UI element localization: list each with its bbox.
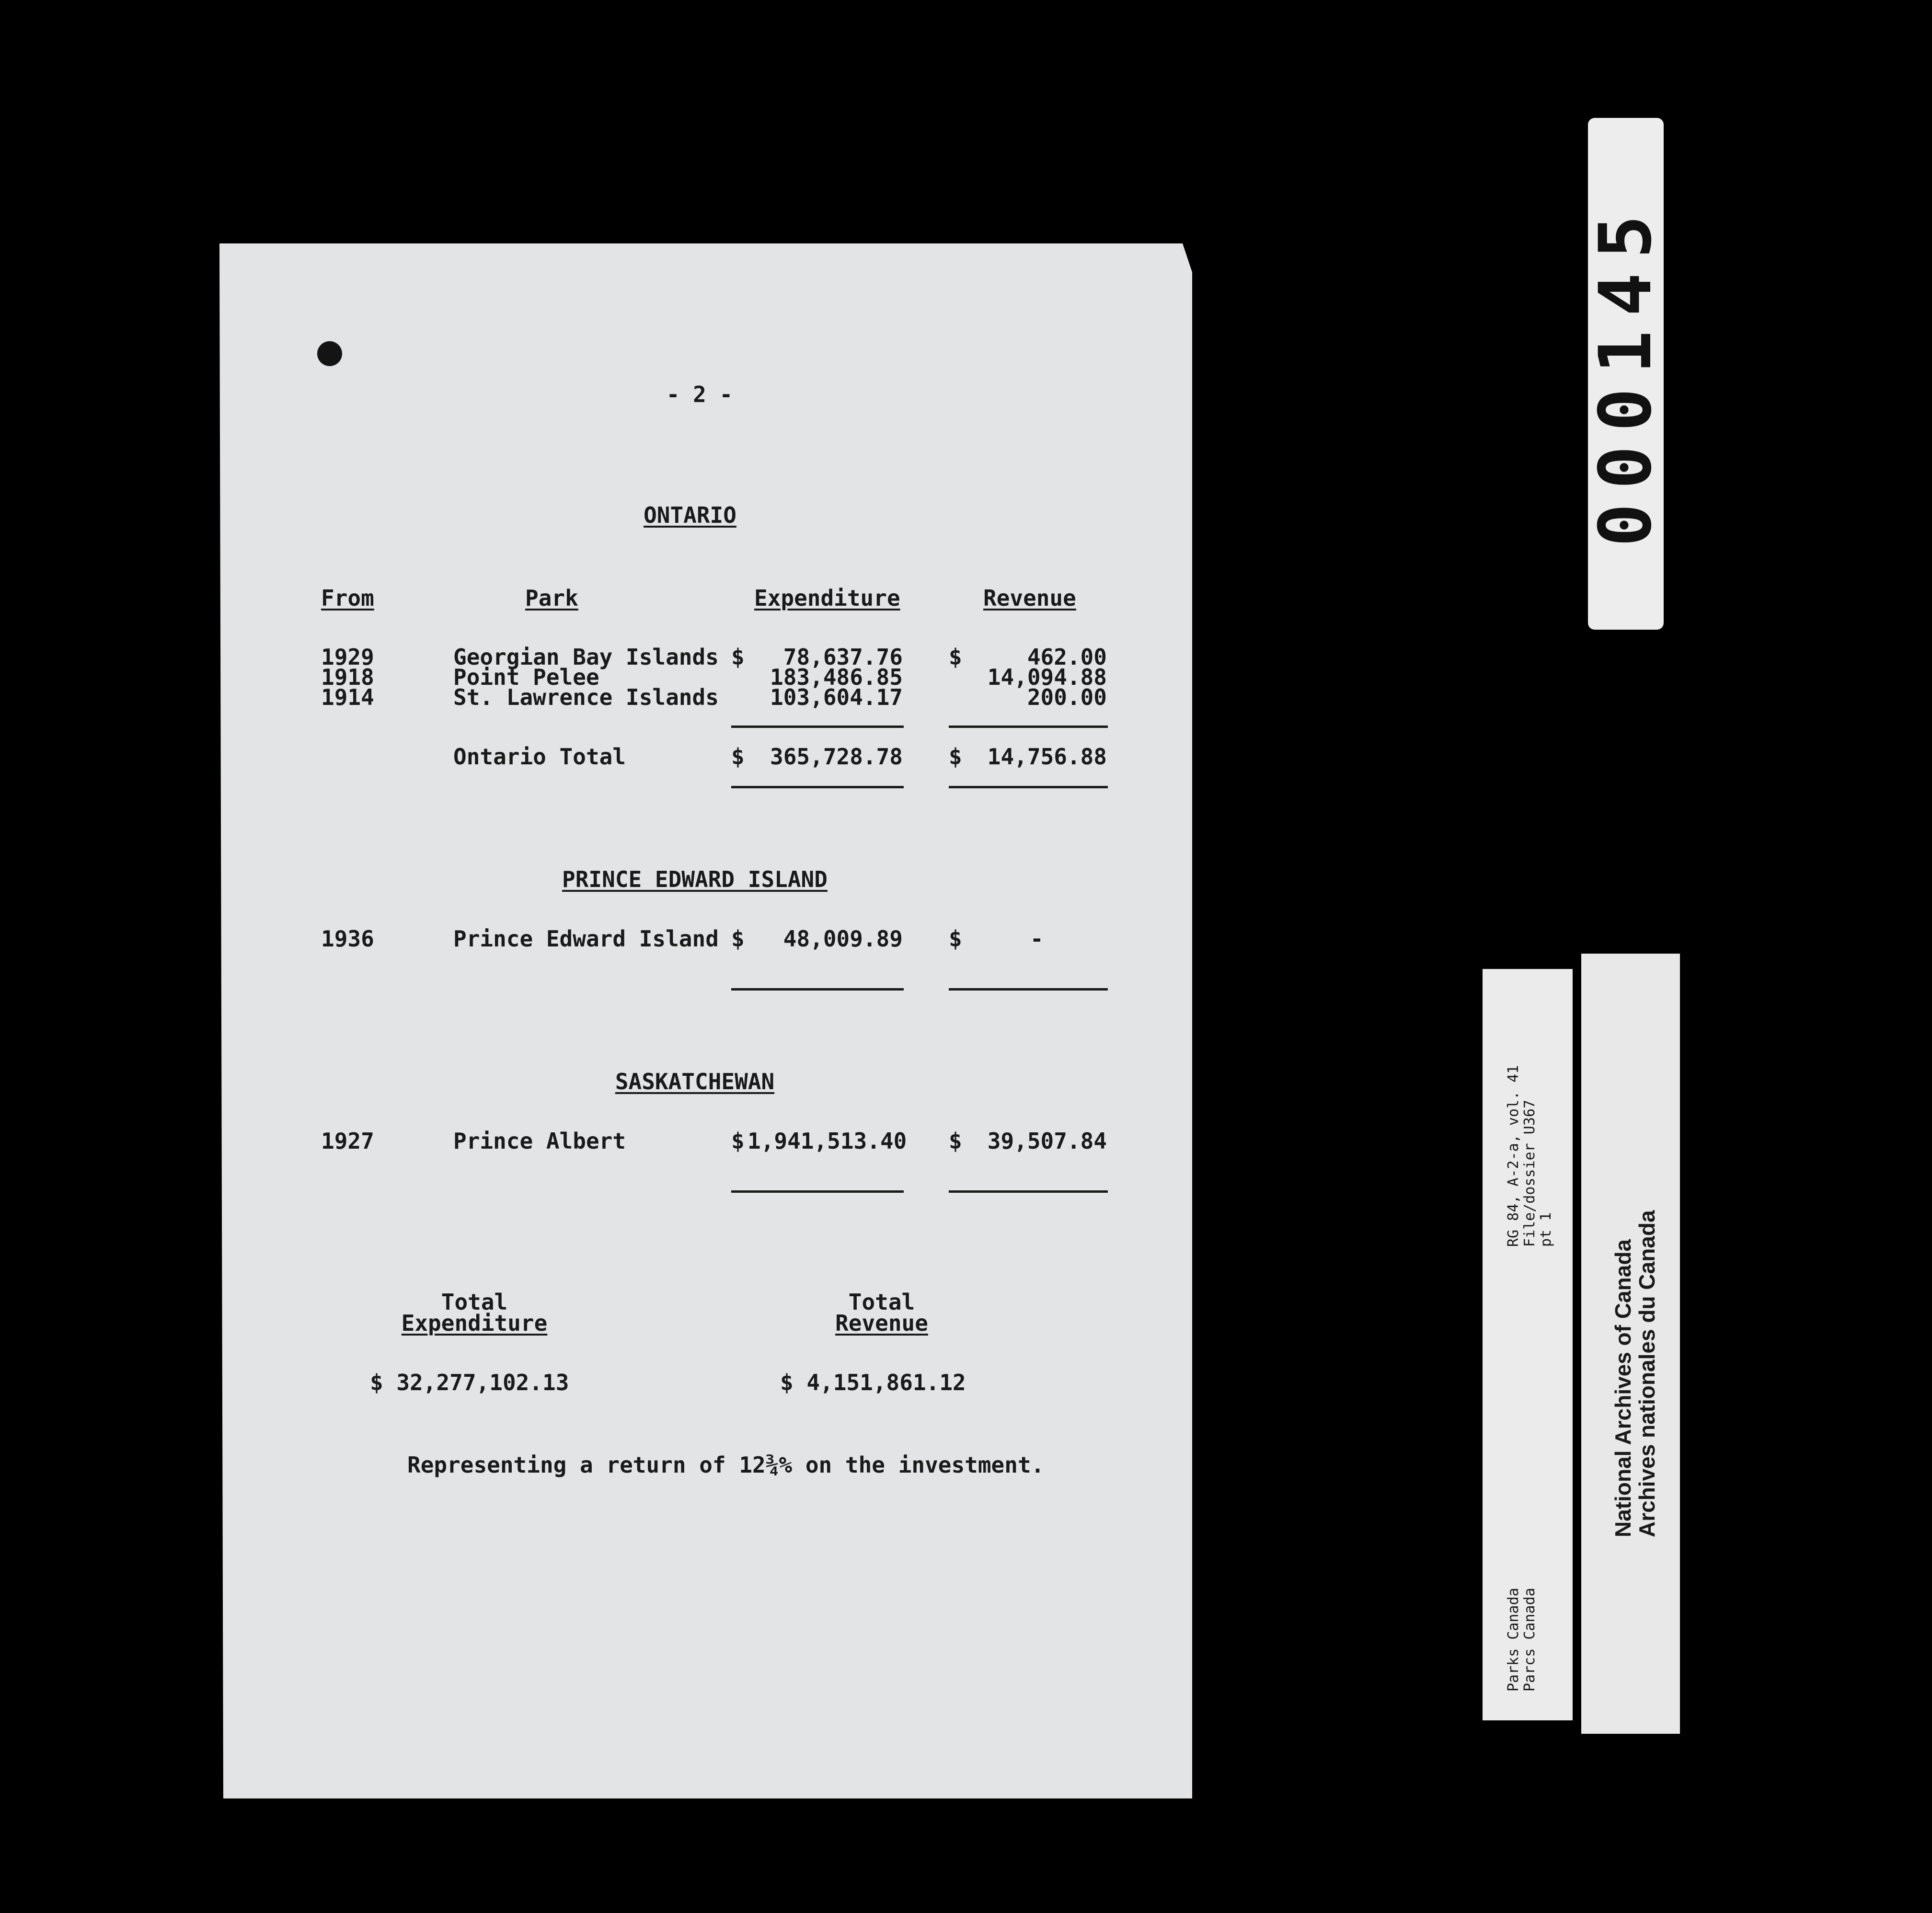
total-rule: [949, 1190, 1108, 1193]
ontario-row-rev-symbol: $: [949, 644, 962, 670]
pei-rev-symbol: $: [949, 926, 962, 952]
ontario-title: ONTARIO: [644, 502, 736, 528]
return-note: Representing a return of 12¾% on the investment.: [407, 1452, 1045, 1478]
total-rule: [949, 988, 1108, 991]
total-expenditure-value: $ 32,277,102.13: [370, 1370, 569, 1395]
ontario-row-park: Georgian Bay Islands: [453, 644, 719, 670]
ontario-total-expenditure: 365,728.78: [770, 744, 903, 770]
sask-revenue: 39,507.84: [987, 1128, 1107, 1154]
pei-title: PRINCE EDWARD ISLAND: [562, 866, 828, 892]
pei-year: 1936: [321, 926, 374, 952]
total-revenue-label-2: Revenue: [835, 1310, 928, 1336]
archive-reference-tag: [1483, 969, 1573, 1720]
ontario-row-exp-symbol: $: [731, 644, 745, 670]
ontario-row-expenditure: 78,637.76: [783, 644, 903, 670]
ontario-row-park: St. Lawrence Islands: [453, 684, 719, 710]
total-rule: [731, 1190, 904, 1193]
total-expenditure-label-1: Total: [441, 1289, 508, 1315]
national-archives-label: [1581, 954, 1680, 1734]
subtotal-rule: [949, 726, 1108, 728]
sask-year: 1927: [321, 1128, 374, 1154]
archive-org-block: [1506, 1588, 1538, 1692]
pei-park: Prince Edward Island: [453, 926, 719, 952]
page-number: - 2 -: [666, 381, 733, 407]
ontario-row-year: 1914: [321, 684, 374, 710]
ontario-row-year: 1918: [321, 664, 374, 690]
col-header-expenditure: Expenditure: [754, 585, 900, 611]
archives-name-en: National Archives of Canada: [1610, 1239, 1635, 1537]
archive-ref-line: pt 1: [1538, 1212, 1554, 1247]
archives-name-fr: Archives nationales du Canada: [1634, 1210, 1659, 1537]
total-revenue-value: $ 4,151,861.12: [780, 1370, 966, 1395]
sask-rev-symbol: $: [949, 1128, 962, 1154]
total-rule: [949, 786, 1108, 788]
col-header-park: Park: [525, 585, 578, 611]
ontario-row-expenditure: 183,486.85: [770, 664, 903, 690]
ontario-total-exp-symbol: $: [731, 744, 745, 770]
frame-number: 000145: [1584, 201, 1668, 547]
sask-title: SASKATCHEWAN: [615, 1069, 775, 1095]
document-page: [219, 243, 1192, 1798]
col-header-revenue: Revenue: [983, 585, 1076, 611]
frame-number-stamp: [1584, 118, 1668, 630]
archives-name-block: [1611, 1210, 1659, 1537]
archive-ref-block: [1506, 1065, 1554, 1247]
total-rule: [731, 786, 904, 788]
pei-revenue: -: [1030, 926, 1044, 952]
ontario-total-revenue: 14,756.88: [987, 744, 1107, 770]
sask-expenditure: 1,941,513.40: [748, 1128, 907, 1154]
total-revenue-label-1: Total: [848, 1289, 915, 1315]
archive-ref-line: RG 84, A-2-a, vol. 41: [1505, 1065, 1522, 1247]
pei-expenditure: 48,009.89: [783, 926, 903, 952]
sask-park: Prince Albert: [453, 1128, 626, 1154]
col-header-from: From: [321, 585, 374, 611]
ontario-row-park: Point Pelee: [453, 664, 599, 690]
total-rule: [731, 988, 904, 991]
archive-org-line: Parks Canada: [1505, 1588, 1522, 1692]
punch-hole: [317, 341, 342, 366]
pei-exp-symbol: $: [731, 926, 745, 952]
ontario-total-label: Ontario Total: [453, 744, 626, 770]
archive-org-line: Parcs Canada: [1521, 1588, 1538, 1692]
ontario-row-year: 1929: [321, 644, 374, 670]
ontario-row-revenue: 200.00: [1027, 684, 1107, 710]
subtotal-rule: [731, 726, 904, 728]
total-expenditure-label-2: Expenditure: [401, 1310, 548, 1336]
ontario-row-revenue: 14,094.88: [987, 664, 1107, 690]
sask-exp-symbol: $: [731, 1128, 745, 1154]
ontario-row-revenue: 462.00: [1027, 644, 1107, 670]
archive-ref-line: File/dossier U367: [1521, 1099, 1538, 1247]
ontario-row-expenditure: 103,604.17: [770, 684, 903, 710]
ontario-total-rev-symbol: $: [949, 744, 962, 770]
